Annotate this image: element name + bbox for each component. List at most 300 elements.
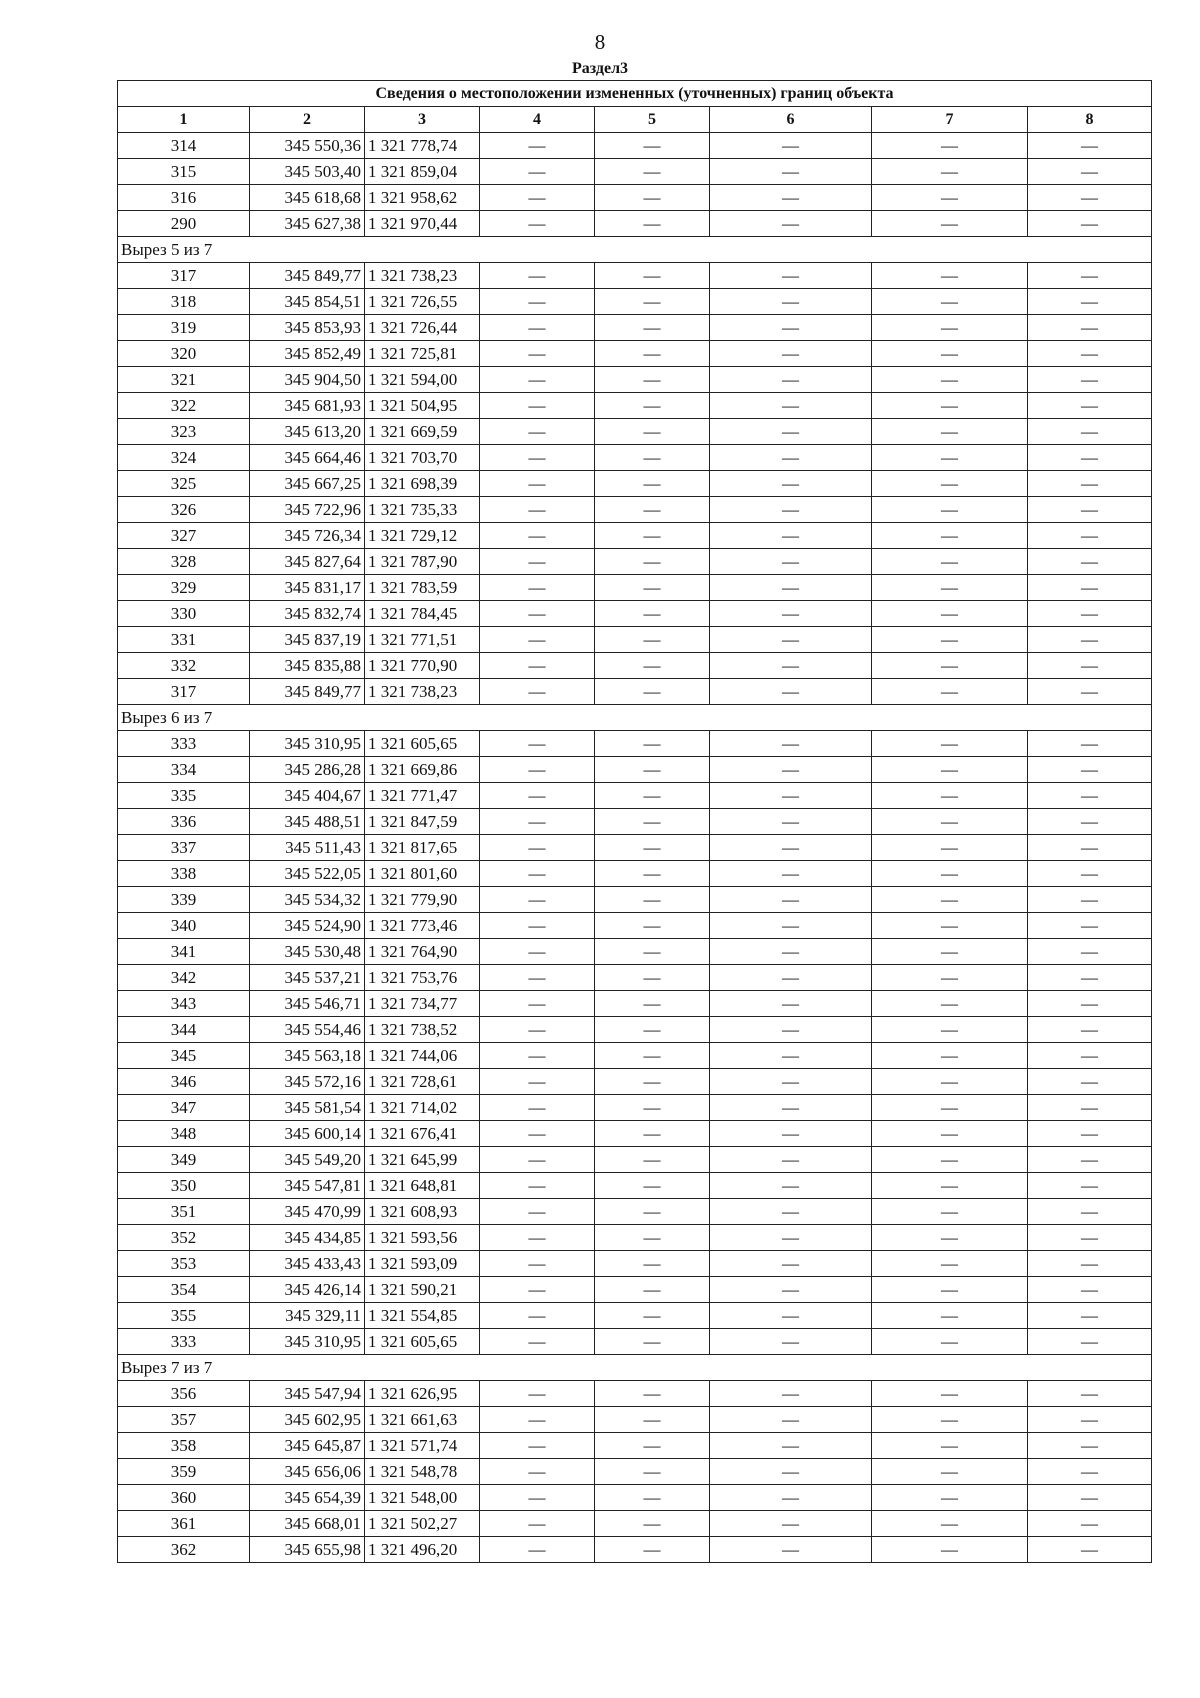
empty-value-cell: — bbox=[595, 393, 710, 419]
empty-value-cell: — bbox=[480, 757, 595, 783]
empty-value-cell: — bbox=[480, 679, 595, 705]
empty-value-cell: — bbox=[595, 1277, 710, 1303]
table-row bbox=[118, 1173, 1152, 1199]
empty-value-cell: — bbox=[872, 341, 1028, 367]
table-row bbox=[118, 939, 1152, 965]
x-coordinate-cell: 345 618,68 bbox=[250, 185, 365, 211]
empty-value-cell: — bbox=[872, 367, 1028, 393]
empty-value-cell: — bbox=[710, 211, 872, 237]
empty-value-cell: — bbox=[710, 497, 872, 523]
empty-value-cell: — bbox=[710, 523, 872, 549]
table-row bbox=[118, 549, 1152, 575]
empty-value-cell: — bbox=[872, 861, 1028, 887]
point-number-cell: 347 bbox=[118, 1095, 250, 1121]
x-coordinate-cell: 345 645,87 bbox=[250, 1433, 365, 1459]
empty-value-cell: — bbox=[710, 913, 872, 939]
empty-value-cell: — bbox=[1028, 991, 1152, 1017]
empty-value-cell: — bbox=[710, 1329, 872, 1355]
table-row bbox=[118, 1121, 1152, 1147]
empty-value-cell: — bbox=[710, 783, 872, 809]
column-header: 8 bbox=[1028, 107, 1152, 133]
empty-value-cell: — bbox=[1028, 341, 1152, 367]
empty-value-cell: — bbox=[480, 1069, 595, 1095]
empty-value-cell: — bbox=[710, 263, 872, 289]
empty-value-cell: — bbox=[595, 1095, 710, 1121]
y-coordinate-cell: 1 321 771,51 bbox=[365, 627, 480, 653]
table-row bbox=[118, 913, 1152, 939]
empty-value-cell: — bbox=[872, 1537, 1028, 1563]
point-number-cell: 337 bbox=[118, 835, 250, 861]
table-row bbox=[118, 991, 1152, 1017]
table-row bbox=[118, 1147, 1152, 1173]
x-coordinate-cell: 345 600,14 bbox=[250, 1121, 365, 1147]
y-coordinate-cell: 1 321 725,81 bbox=[365, 341, 480, 367]
table-row bbox=[118, 1511, 1152, 1537]
empty-value-cell: — bbox=[710, 887, 872, 913]
y-coordinate-cell: 1 321 593,09 bbox=[365, 1251, 480, 1277]
point-number-cell: 332 bbox=[118, 653, 250, 679]
point-number-cell: 325 bbox=[118, 471, 250, 497]
empty-value-cell: — bbox=[480, 1017, 595, 1043]
empty-value-cell: — bbox=[872, 1225, 1028, 1251]
point-number-cell: 361 bbox=[118, 1511, 250, 1537]
empty-value-cell: — bbox=[480, 1433, 595, 1459]
empty-value-cell: — bbox=[710, 1251, 872, 1277]
x-coordinate-cell: 345 667,25 bbox=[250, 471, 365, 497]
table-row bbox=[118, 367, 1152, 393]
empty-value-cell: — bbox=[595, 1121, 710, 1147]
column-header: 4 bbox=[480, 107, 595, 133]
empty-value-cell: — bbox=[1028, 211, 1152, 237]
table-row bbox=[118, 1251, 1152, 1277]
empty-value-cell: — bbox=[872, 211, 1028, 237]
table-row bbox=[118, 1459, 1152, 1485]
empty-value-cell: — bbox=[710, 1173, 872, 1199]
empty-value-cell: — bbox=[710, 679, 872, 705]
empty-value-cell: — bbox=[1028, 159, 1152, 185]
empty-value-cell: — bbox=[710, 939, 872, 965]
y-coordinate-cell: 1 321 594,00 bbox=[365, 367, 480, 393]
empty-value-cell: — bbox=[872, 185, 1028, 211]
point-number-cell: 355 bbox=[118, 1303, 250, 1329]
y-coordinate-cell: 1 321 770,90 bbox=[365, 653, 480, 679]
empty-value-cell: — bbox=[480, 1459, 595, 1485]
empty-value-cell: — bbox=[710, 835, 872, 861]
empty-value-cell: — bbox=[872, 315, 1028, 341]
point-number-cell: 356 bbox=[118, 1381, 250, 1407]
empty-value-cell: — bbox=[595, 263, 710, 289]
table-row bbox=[118, 679, 1152, 705]
empty-value-cell: — bbox=[710, 1225, 872, 1251]
empty-value-cell: — bbox=[1028, 1173, 1152, 1199]
empty-value-cell: — bbox=[595, 341, 710, 367]
empty-value-cell: — bbox=[480, 523, 595, 549]
x-coordinate-cell: 345 849,77 bbox=[250, 263, 365, 289]
x-coordinate-cell: 345 550,36 bbox=[250, 133, 365, 159]
point-number-cell: 349 bbox=[118, 1147, 250, 1173]
group-label: Вырез 6 из 7 bbox=[118, 705, 1152, 731]
x-coordinate-cell: 345 549,20 bbox=[250, 1147, 365, 1173]
y-coordinate-cell: 1 321 714,02 bbox=[365, 1095, 480, 1121]
table-row bbox=[118, 1381, 1152, 1407]
y-coordinate-cell: 1 321 548,78 bbox=[365, 1459, 480, 1485]
table-row bbox=[118, 653, 1152, 679]
empty-value-cell: — bbox=[1028, 731, 1152, 757]
empty-value-cell: — bbox=[480, 887, 595, 913]
empty-value-cell: — bbox=[872, 653, 1028, 679]
table-row bbox=[118, 159, 1152, 185]
x-coordinate-cell: 345 563,18 bbox=[250, 1043, 365, 1069]
empty-value-cell: — bbox=[595, 133, 710, 159]
y-coordinate-cell: 1 321 605,65 bbox=[365, 1329, 480, 1355]
empty-value-cell: — bbox=[872, 757, 1028, 783]
x-coordinate-cell: 345 656,06 bbox=[250, 1459, 365, 1485]
page-number: 8 bbox=[594, 30, 606, 54]
point-number-cell: 318 bbox=[118, 289, 250, 315]
empty-value-cell: — bbox=[710, 471, 872, 497]
empty-value-cell: — bbox=[595, 497, 710, 523]
empty-value-cell: — bbox=[595, 1043, 710, 1069]
coordinates-table bbox=[117, 80, 1152, 1563]
empty-value-cell: — bbox=[595, 861, 710, 887]
empty-value-cell: — bbox=[1028, 471, 1152, 497]
x-coordinate-cell: 345 602,95 bbox=[250, 1407, 365, 1433]
group-header-row bbox=[118, 705, 1152, 731]
table-row bbox=[118, 133, 1152, 159]
group-label: Вырез 5 из 7 bbox=[118, 237, 1152, 263]
point-number-cell: 346 bbox=[118, 1069, 250, 1095]
table-row bbox=[118, 523, 1152, 549]
empty-value-cell: — bbox=[1028, 1381, 1152, 1407]
x-coordinate-cell: 345 854,51 bbox=[250, 289, 365, 315]
table-row bbox=[118, 445, 1152, 471]
empty-value-cell: — bbox=[1028, 185, 1152, 211]
x-coordinate-cell: 345 310,95 bbox=[250, 731, 365, 757]
empty-value-cell: — bbox=[480, 497, 595, 523]
empty-value-cell: — bbox=[480, 965, 595, 991]
empty-value-cell: — bbox=[872, 1147, 1028, 1173]
column-header: 2 bbox=[250, 107, 365, 133]
y-coordinate-cell: 1 321 698,39 bbox=[365, 471, 480, 497]
empty-value-cell: — bbox=[480, 549, 595, 575]
y-coordinate-cell: 1 321 648,81 bbox=[365, 1173, 480, 1199]
empty-value-cell: — bbox=[595, 1329, 710, 1355]
empty-value-cell: — bbox=[480, 1407, 595, 1433]
y-coordinate-cell: 1 321 773,46 bbox=[365, 913, 480, 939]
y-coordinate-cell: 1 321 738,52 bbox=[365, 1017, 480, 1043]
empty-value-cell: — bbox=[480, 1225, 595, 1251]
empty-value-cell: — bbox=[710, 1537, 872, 1563]
empty-value-cell: — bbox=[872, 419, 1028, 445]
table-row bbox=[118, 211, 1152, 237]
empty-value-cell: — bbox=[872, 783, 1028, 809]
empty-value-cell: — bbox=[595, 211, 710, 237]
x-coordinate-cell: 345 681,93 bbox=[250, 393, 365, 419]
empty-value-cell: — bbox=[480, 1173, 595, 1199]
table-row bbox=[118, 1043, 1152, 1069]
empty-value-cell: — bbox=[480, 1095, 595, 1121]
x-coordinate-cell: 345 904,50 bbox=[250, 367, 365, 393]
empty-value-cell: — bbox=[710, 1095, 872, 1121]
point-number-cell: 331 bbox=[118, 627, 250, 653]
point-number-cell: 316 bbox=[118, 185, 250, 211]
empty-value-cell: — bbox=[1028, 1277, 1152, 1303]
empty-value-cell: — bbox=[480, 575, 595, 601]
y-coordinate-cell: 1 321 847,59 bbox=[365, 809, 480, 835]
empty-value-cell: — bbox=[595, 679, 710, 705]
empty-value-cell: — bbox=[1028, 549, 1152, 575]
empty-value-cell: — bbox=[872, 575, 1028, 601]
table-row bbox=[118, 315, 1152, 341]
y-coordinate-cell: 1 321 726,55 bbox=[365, 289, 480, 315]
x-coordinate-cell: 345 668,01 bbox=[250, 1511, 365, 1537]
group-label: Вырез 7 из 7 bbox=[118, 1355, 1152, 1381]
empty-value-cell: — bbox=[872, 1329, 1028, 1355]
empty-value-cell: — bbox=[595, 1303, 710, 1329]
x-coordinate-cell: 345 664,46 bbox=[250, 445, 365, 471]
empty-value-cell: — bbox=[710, 1511, 872, 1537]
point-number-cell: 335 bbox=[118, 783, 250, 809]
y-coordinate-cell: 1 321 626,95 bbox=[365, 1381, 480, 1407]
empty-value-cell: — bbox=[480, 1303, 595, 1329]
empty-value-cell: — bbox=[595, 523, 710, 549]
column-header: 1 bbox=[118, 107, 250, 133]
empty-value-cell: — bbox=[1028, 133, 1152, 159]
empty-value-cell: — bbox=[480, 1511, 595, 1537]
empty-value-cell: — bbox=[595, 1199, 710, 1225]
table-row bbox=[118, 263, 1152, 289]
point-number-cell: 342 bbox=[118, 965, 250, 991]
y-coordinate-cell: 1 321 703,70 bbox=[365, 445, 480, 471]
table-row bbox=[118, 809, 1152, 835]
empty-value-cell: — bbox=[595, 1225, 710, 1251]
empty-value-cell: — bbox=[872, 497, 1028, 523]
x-coordinate-cell: 345 722,96 bbox=[250, 497, 365, 523]
empty-value-cell: — bbox=[595, 965, 710, 991]
empty-value-cell: — bbox=[872, 263, 1028, 289]
empty-value-cell: — bbox=[480, 1121, 595, 1147]
empty-value-cell: — bbox=[710, 1199, 872, 1225]
empty-value-cell: — bbox=[710, 1433, 872, 1459]
empty-value-cell: — bbox=[872, 1407, 1028, 1433]
y-coordinate-cell: 1 321 753,76 bbox=[365, 965, 480, 991]
empty-value-cell: — bbox=[480, 341, 595, 367]
table-row bbox=[118, 419, 1152, 445]
x-coordinate-cell: 345 537,21 bbox=[250, 965, 365, 991]
empty-value-cell: — bbox=[1028, 1407, 1152, 1433]
empty-value-cell: — bbox=[710, 1017, 872, 1043]
group-header-row bbox=[118, 237, 1152, 263]
empty-value-cell: — bbox=[480, 419, 595, 445]
empty-value-cell: — bbox=[1028, 809, 1152, 835]
empty-value-cell: — bbox=[710, 653, 872, 679]
empty-value-cell: — bbox=[595, 731, 710, 757]
x-coordinate-cell: 345 329,11 bbox=[250, 1303, 365, 1329]
point-number-cell: 317 bbox=[118, 263, 250, 289]
empty-value-cell: — bbox=[1028, 1069, 1152, 1095]
empty-value-cell: — bbox=[1028, 523, 1152, 549]
empty-value-cell: — bbox=[872, 159, 1028, 185]
empty-value-cell: — bbox=[1028, 1095, 1152, 1121]
x-coordinate-cell: 345 613,20 bbox=[250, 419, 365, 445]
empty-value-cell: — bbox=[872, 1251, 1028, 1277]
point-number-cell: 354 bbox=[118, 1277, 250, 1303]
point-number-cell: 352 bbox=[118, 1225, 250, 1251]
empty-value-cell: — bbox=[710, 965, 872, 991]
empty-value-cell: — bbox=[1028, 1433, 1152, 1459]
x-coordinate-cell: 345 832,74 bbox=[250, 601, 365, 627]
empty-value-cell: — bbox=[1028, 653, 1152, 679]
empty-value-cell: — bbox=[872, 471, 1028, 497]
y-coordinate-cell: 1 321 502,27 bbox=[365, 1511, 480, 1537]
empty-value-cell: — bbox=[710, 575, 872, 601]
empty-value-cell: — bbox=[595, 627, 710, 653]
x-coordinate-cell: 345 852,49 bbox=[250, 341, 365, 367]
empty-value-cell: — bbox=[480, 653, 595, 679]
empty-value-cell: — bbox=[872, 1381, 1028, 1407]
empty-value-cell: — bbox=[595, 1381, 710, 1407]
empty-value-cell: — bbox=[595, 1433, 710, 1459]
y-coordinate-cell: 1 321 669,59 bbox=[365, 419, 480, 445]
x-coordinate-cell: 345 530,48 bbox=[250, 939, 365, 965]
point-number-cell: 319 bbox=[118, 315, 250, 341]
empty-value-cell: — bbox=[872, 549, 1028, 575]
empty-value-cell: — bbox=[480, 783, 595, 809]
table-row bbox=[118, 887, 1152, 913]
table-row bbox=[118, 341, 1152, 367]
y-coordinate-cell: 1 321 669,86 bbox=[365, 757, 480, 783]
empty-value-cell: — bbox=[480, 471, 595, 497]
y-coordinate-cell: 1 321 504,95 bbox=[365, 393, 480, 419]
empty-value-cell: — bbox=[710, 809, 872, 835]
table-row bbox=[118, 1017, 1152, 1043]
y-coordinate-cell: 1 321 859,04 bbox=[365, 159, 480, 185]
x-coordinate-cell: 345 831,17 bbox=[250, 575, 365, 601]
empty-value-cell: — bbox=[872, 835, 1028, 861]
empty-value-cell: — bbox=[710, 1147, 872, 1173]
empty-value-cell: — bbox=[1028, 1459, 1152, 1485]
empty-value-cell: — bbox=[1028, 627, 1152, 653]
empty-value-cell: — bbox=[1028, 757, 1152, 783]
table-row bbox=[118, 1199, 1152, 1225]
empty-value-cell: — bbox=[872, 393, 1028, 419]
point-number-cell: 329 bbox=[118, 575, 250, 601]
empty-value-cell: — bbox=[872, 601, 1028, 627]
x-coordinate-cell: 345 581,54 bbox=[250, 1095, 365, 1121]
empty-value-cell: — bbox=[595, 887, 710, 913]
x-coordinate-cell: 345 853,93 bbox=[250, 315, 365, 341]
point-number-cell: 340 bbox=[118, 913, 250, 939]
empty-value-cell: — bbox=[872, 887, 1028, 913]
y-coordinate-cell: 1 321 593,56 bbox=[365, 1225, 480, 1251]
empty-value-cell: — bbox=[710, 1121, 872, 1147]
empty-value-cell: — bbox=[872, 991, 1028, 1017]
empty-value-cell: — bbox=[1028, 393, 1152, 419]
table-row bbox=[118, 731, 1152, 757]
empty-value-cell: — bbox=[872, 627, 1028, 653]
table-row bbox=[118, 1537, 1152, 1563]
point-number-cell: 328 bbox=[118, 549, 250, 575]
table-row bbox=[118, 627, 1152, 653]
empty-value-cell: — bbox=[595, 939, 710, 965]
empty-value-cell: — bbox=[480, 1277, 595, 1303]
empty-value-cell: — bbox=[1028, 263, 1152, 289]
empty-value-cell: — bbox=[1028, 1511, 1152, 1537]
point-number-cell: 360 bbox=[118, 1485, 250, 1511]
empty-value-cell: — bbox=[480, 1199, 595, 1225]
empty-value-cell: — bbox=[480, 1329, 595, 1355]
point-number-cell: 327 bbox=[118, 523, 250, 549]
point-number-cell: 343 bbox=[118, 991, 250, 1017]
point-number-cell: 358 bbox=[118, 1433, 250, 1459]
table-row bbox=[118, 965, 1152, 991]
empty-value-cell: — bbox=[1028, 1225, 1152, 1251]
empty-value-cell: — bbox=[1028, 419, 1152, 445]
y-coordinate-cell: 1 321 784,45 bbox=[365, 601, 480, 627]
table-row bbox=[118, 601, 1152, 627]
point-number-cell: 320 bbox=[118, 341, 250, 367]
empty-value-cell: — bbox=[710, 1407, 872, 1433]
column-header: 5 bbox=[595, 107, 710, 133]
point-number-cell: 345 bbox=[118, 1043, 250, 1069]
y-coordinate-cell: 1 321 726,44 bbox=[365, 315, 480, 341]
point-number-cell: 326 bbox=[118, 497, 250, 523]
y-coordinate-cell: 1 321 783,59 bbox=[365, 575, 480, 601]
table-row bbox=[118, 783, 1152, 809]
empty-value-cell: — bbox=[595, 419, 710, 445]
empty-value-cell: — bbox=[710, 185, 872, 211]
empty-value-cell: — bbox=[872, 1511, 1028, 1537]
x-coordinate-cell: 345 837,19 bbox=[250, 627, 365, 653]
empty-value-cell: — bbox=[595, 1069, 710, 1095]
y-coordinate-cell: 1 321 744,06 bbox=[365, 1043, 480, 1069]
table-row bbox=[118, 1095, 1152, 1121]
y-coordinate-cell: 1 321 728,61 bbox=[365, 1069, 480, 1095]
empty-value-cell: — bbox=[710, 549, 872, 575]
empty-value-cell: — bbox=[872, 1095, 1028, 1121]
empty-value-cell: — bbox=[710, 1381, 872, 1407]
empty-value-cell: — bbox=[872, 1459, 1028, 1485]
column-header-row bbox=[118, 107, 1152, 133]
empty-value-cell: — bbox=[1028, 1121, 1152, 1147]
empty-value-cell: — bbox=[595, 1459, 710, 1485]
y-coordinate-cell: 1 321 645,99 bbox=[365, 1147, 480, 1173]
empty-value-cell: — bbox=[1028, 1017, 1152, 1043]
point-number-cell: 351 bbox=[118, 1199, 250, 1225]
y-coordinate-cell: 1 321 590,21 bbox=[365, 1277, 480, 1303]
y-coordinate-cell: 1 321 496,20 bbox=[365, 1537, 480, 1563]
column-header: 6 bbox=[710, 107, 872, 133]
x-coordinate-cell: 345 554,46 bbox=[250, 1017, 365, 1043]
empty-value-cell: — bbox=[480, 835, 595, 861]
empty-value-cell: — bbox=[710, 159, 872, 185]
empty-value-cell: — bbox=[480, 861, 595, 887]
group-header-row bbox=[118, 1355, 1152, 1381]
section-title: Раздел3 bbox=[571, 60, 629, 77]
empty-value-cell: — bbox=[710, 1277, 872, 1303]
empty-value-cell: — bbox=[1028, 1251, 1152, 1277]
empty-value-cell: — bbox=[1028, 1537, 1152, 1563]
point-number-cell: 333 bbox=[118, 731, 250, 757]
x-coordinate-cell: 345 627,38 bbox=[250, 211, 365, 237]
empty-value-cell: — bbox=[710, 1485, 872, 1511]
y-coordinate-cell: 1 321 817,65 bbox=[365, 835, 480, 861]
empty-value-cell: — bbox=[872, 731, 1028, 757]
empty-value-cell: — bbox=[872, 1069, 1028, 1095]
table-row bbox=[118, 1303, 1152, 1329]
y-coordinate-cell: 1 321 735,33 bbox=[365, 497, 480, 523]
point-number-cell: 357 bbox=[118, 1407, 250, 1433]
